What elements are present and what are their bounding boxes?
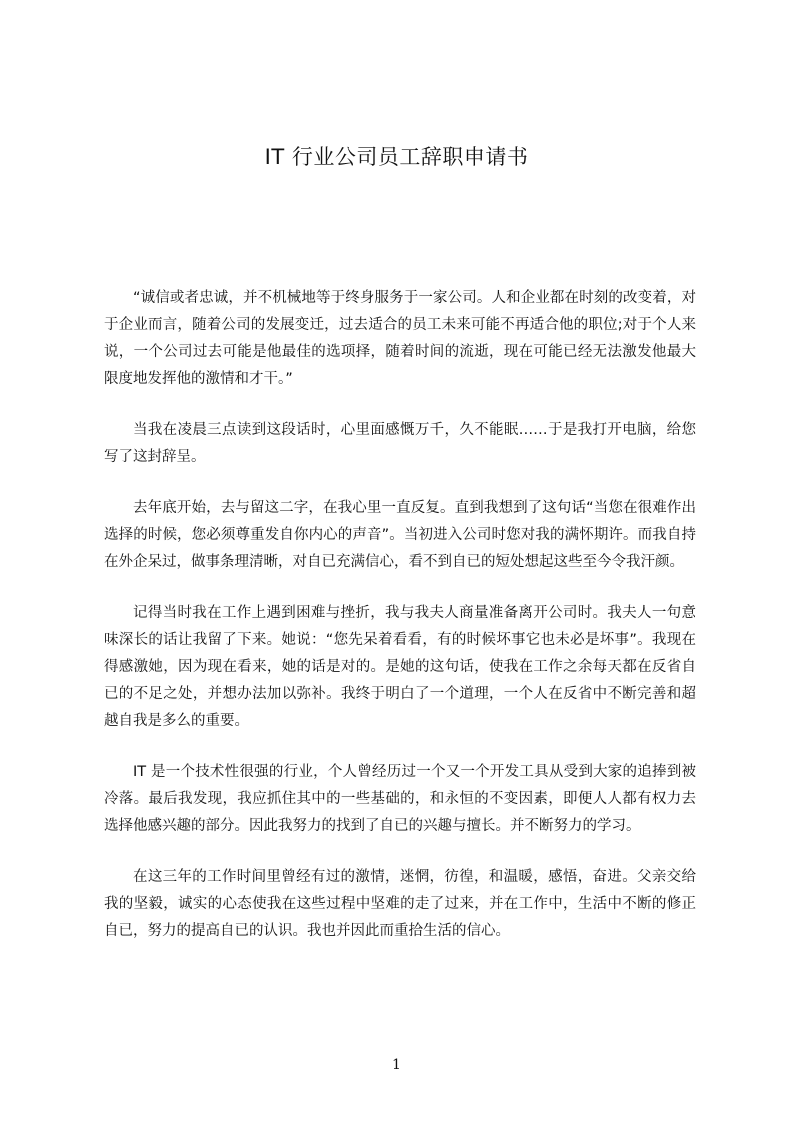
paragraph-decision: 去年底开始，去与留这二字，在我心里一直反复。直到我想到了这句话“当您在很难作出选择的时候，您必须尊重发自你内心的声音”。当初进入公司时您对我的满怀期许。而我自持在外企呆过，做事条理清晰，对自已充满信心，看不到自已的短处想起这些至今令我汗颜。 [104, 500, 696, 570]
letter-body [104, 285, 696, 969]
page-title: IT 行业公司员工辞职申请书 [264, 145, 529, 169]
paragraph-reading: 当我在凌晨三点读到这段话时，心里面感慨万千，久不能眠……于是我打开电脑，给您写了这封辞呈。 [104, 422, 696, 465]
paragraph-quote: “诚信或者忠诚，并不机械地等于终身服务于一家公司。人和企业都在时刻的改变着，对于企业而言，随着公司的发展变迁，过去适合的员工未来可能不再适合他的职位;对于个人来说，一个公司过去可能是他最佳的选项择，随着时间的流逝，现在可能已经无法激发他最大限度地发挥他的激情和才干。” [104, 290, 696, 387]
paragraph-it-industry: IT 是一个技术性很强的行业，个人曾经历过一个又一个开发工具从受到大家的追捧到被冷落。最后我发现，我应抓住其中的一些基础的，和永恒的不变因素，即便人人都有权力去选择他感兴趣的部分。因此我努力的找到了自已的兴趣与擅长。并不断努力的学习。 [104, 764, 696, 834]
page-number: 1 [392, 1057, 401, 1073]
paragraph-three-years: 在这三年的工作时间里曾经有过的激情，迷惘，彷徨，和温暖，感悟，奋进。父亲交给我的坚毅，诚实的心态使我在这些过程中坚难的走了过来，并在工作中，生活中不断的修正自已，努力的提高自已的认识。我也并因此而重拾生活的信心。 [104, 869, 696, 939]
paragraph-wife-advice: 记得当时我在工作上遇到困难与挫折，我与我夫人商量准备离开公司时。我夫人一句意味深长的话让我留了下来。她说：“您先呆着看看，有的时候坏事它也未必是坏事”。我现在得感激她，因为现在看来，她的话是对的。是她的这句话，使我在工作之余每天都在反省自已的不足之处，并想办法加以弥补。我终于明白了一个道理，一个人在反省中不断完善和超越自我是多么的重要。 [104, 605, 696, 729]
